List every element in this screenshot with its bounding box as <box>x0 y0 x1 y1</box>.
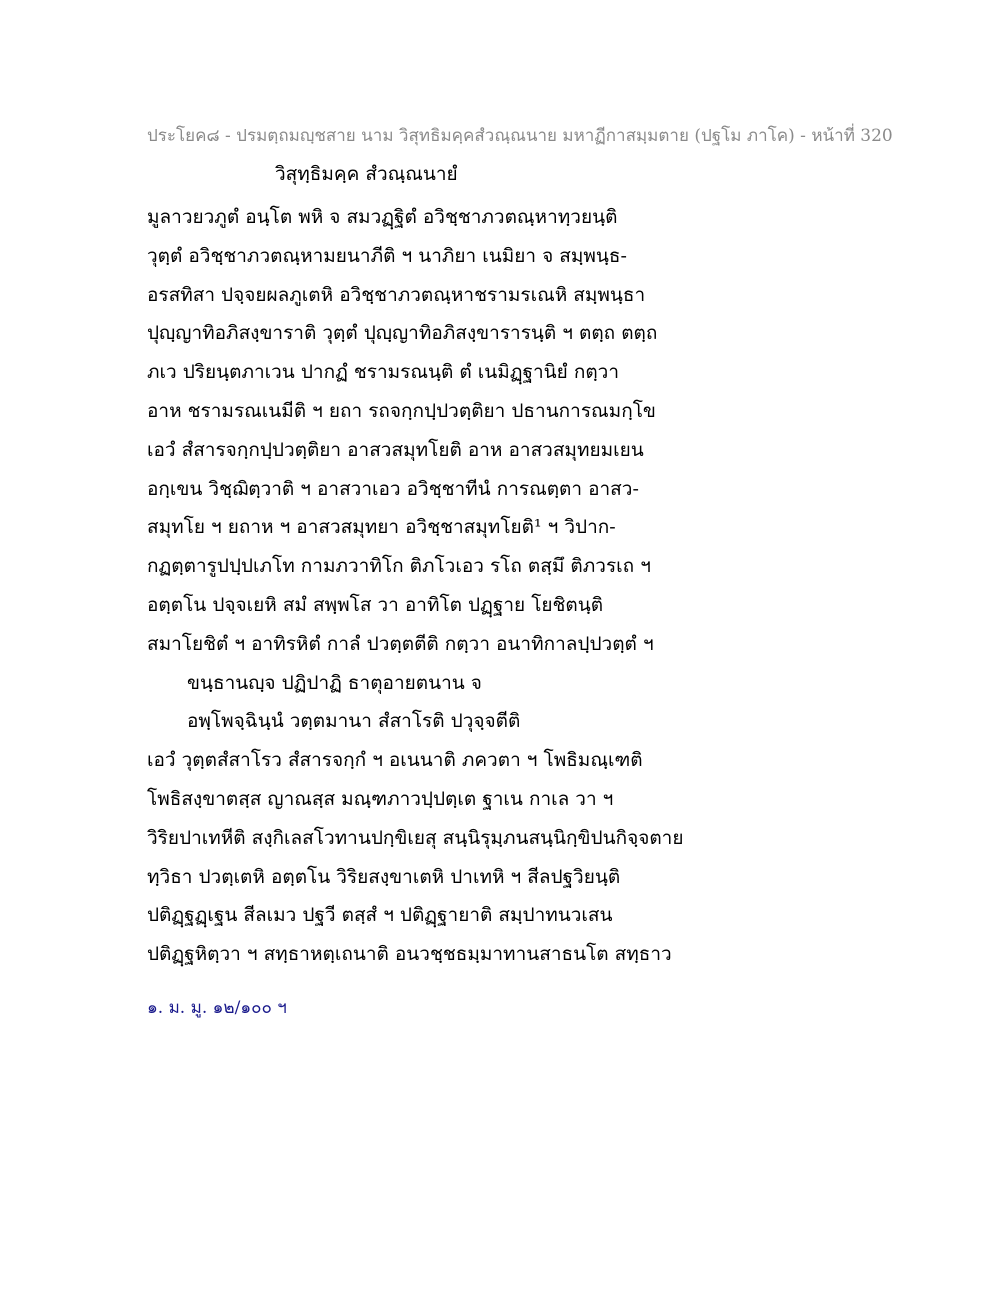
running-head: ประโยค๘ - ปรมตฺถมญฺชสาย นาม วิสุทธิมคฺคสํวณฺณนาย มหาฏีกาสมฺมตาย (ปฐโม ภาโค) - หน้าที่ 320 <box>147 126 893 146</box>
body-line: ปุญฺญาทิอภิสงฺขาราติ วุตฺตํ ปุญฺญาทิอภิสงฺขารารนฺติ ฯ ตตฺถ ตตฺถ <box>147 322 658 345</box>
body-line: อกฺเขน วิชฺฌิตฺวาติ ฯ อาสวาเอว อวิชฺชาทีนํ การณตฺตา อาสว- <box>147 477 639 500</box>
footnote: ๑. ม. มู. ๑๒/๑๐๐ ฯ <box>147 998 287 1018</box>
body-line: สมาโยชิตํ ฯ อาทิรหิตํ กาลํ ปวตฺตตีติ กตฺวา อนาทิกาลปฺปวตฺตํ ฯ <box>147 632 654 655</box>
body-line: เอวํ สํสารจกฺกปฺปวตฺติยา อาสวสมุทโยติ อาห อาสวสมุทยมเยน <box>147 438 644 461</box>
body-line: ภเว ปริยนฺตภาเวน ปากฏํ ชรามรณนฺติ ตํ เนมิฏฺฐานิยํ กตฺวา <box>147 361 619 384</box>
body-line: อตฺตโน ปจฺจเยหิ สมํ สพฺพโส วา อาทิโต ปฏฺฐาย โยชิตนฺติ <box>147 593 604 616</box>
body-line: กฏตฺตารูปปฺปเภโท กามภวาทิโก ติภโวเอว รโถ ตสฺมึ ติภวรเถ ฯ <box>147 555 651 578</box>
body-line: อาห ชรามรณเนมีติ ฯ ยถา รถจกฺกปฺปวตฺติยา ปธานการณมกฺโข <box>147 399 656 422</box>
body-line: วุตฺตํ อวิชฺชาภวตณฺหามยนาภีติ ฯ นาภิยา เนมิยา จ สมฺพนฺธ- <box>147 244 627 267</box>
body-line: มูลาวยวภูตํ อนฺโต พหิ จ สมวฏฺฐิตํ อวิชฺชาภวตณฺหาทฺวยนฺติ <box>147 206 618 228</box>
body-line: ปติฏฺฐหิตฺวา ฯ สทฺธาหตฺเถนาติ อนวชฺชธมฺมาทานสาธนโต สทฺธาว <box>147 943 672 966</box>
body-line: อรสทิสา ปจฺจยผลภูเตหิ อวิชฺชาภวตณฺหาชรามรเณหิ สมฺพนฺธา <box>147 283 646 306</box>
body-line: เอวํ วุตฺตสํสาโรว สํสารจกฺกํ ฯ อเนนาติ ภควตา ฯ โพธิมณฺเฑติ <box>147 749 643 772</box>
body-line: ปติฏฺฐฏฺเฐน สีลเมว ปฐวี ตสฺสํ ฯ ปติฏฺฐายาติ สมฺปาทนวเสน <box>147 904 613 927</box>
section-title: วิสุทฺธิมคฺค สํวณฺณนายํ <box>275 163 458 185</box>
verse-line: อพฺโพจฺฉินฺนํ วตฺตมานา สํสาโรติ ปวุจฺจตีติ <box>187 710 521 733</box>
body-line: วิริยปาเทหีติ สงฺกิเลสโวทานปกฺขิเยสุ สนฺนิรุมฺภนสนฺนิกฺขิปนกิจฺจตาย <box>147 826 684 849</box>
verse-line: ขนฺธานญฺจ ปฏิปาฏิ ธาตุอายตนาน จ <box>187 671 482 694</box>
body-text <box>147 198 977 974</box>
body-line: โพธิสงฺขาตสฺส ญาณสฺส มณฺฑภาวปฺปตฺเต ฐาเน กาเล วา ฯ <box>147 787 614 810</box>
body-line: สมุทโย ฯ ยถาห ฯ อาสวสมุทยา อวิชฺชาสมุทโยติ¹ ฯ วิปาก- <box>147 516 616 539</box>
body-line: ทฺวิธา ปวตฺเตหิ อตฺตโน วิริยสงฺขาเตหิ ปาเทหิ ฯ สีลปฐวิยนฺติ <box>147 865 621 888</box>
